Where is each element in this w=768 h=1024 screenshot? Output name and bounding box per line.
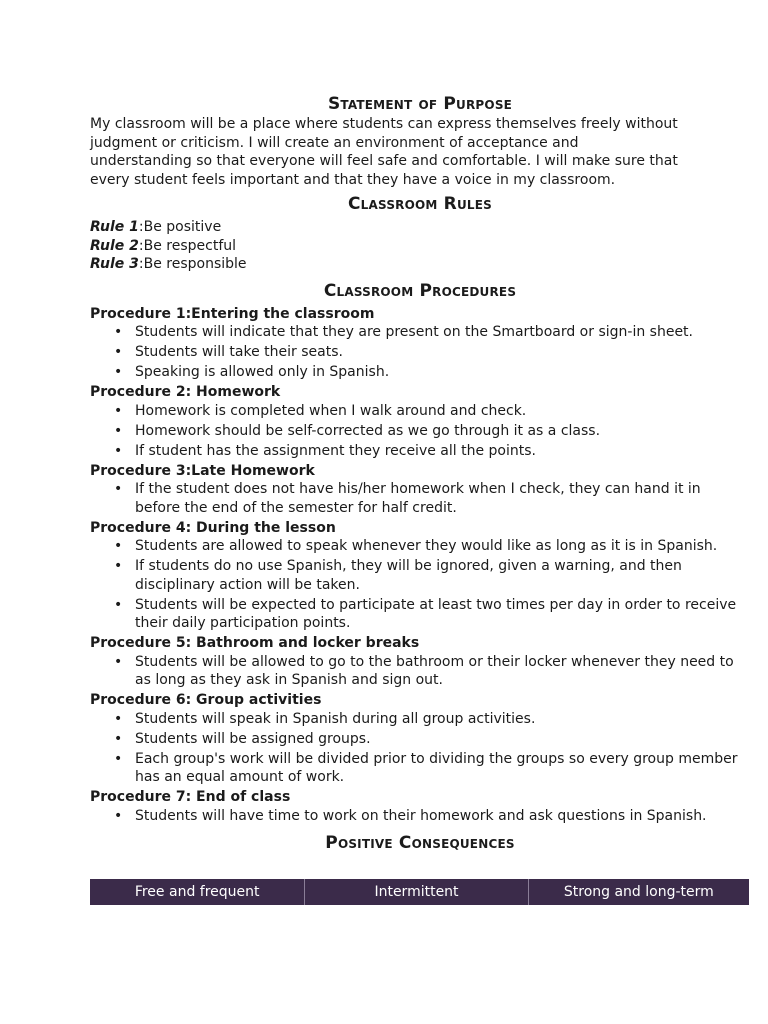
rule-1 bbox=[90, 218, 750, 237]
document-content bbox=[90, 93, 750, 854]
list-item: • Each group's work will be divided prior to dividing the groups so every group member has an equal amount of work. bbox=[90, 750, 750, 787]
procedure-4-list bbox=[90, 537, 750, 633]
table-header-cell: Free and frequent bbox=[90, 879, 305, 905]
procedure-3-list bbox=[90, 480, 750, 517]
procedure-5-title: Procedure 5: Bathroom and locker breaks bbox=[90, 635, 420, 651]
rule-text: :Be positive bbox=[138, 219, 222, 235]
rule-text: :Be respectful bbox=[138, 237, 237, 254]
list-item: • Students will be allowed to go to the bathroom or their locker whenever they need to as long as they ask in Spanish and sign out. bbox=[90, 653, 750, 690]
procedure-6-title: Procedure 6: Group activities bbox=[90, 692, 322, 708]
rule-text: :Be responsible bbox=[138, 256, 247, 272]
consequences-table-header bbox=[90, 879, 749, 905]
statement-text: My classroom will be a place where students can express themselves freely without judgment or criticism. I will create an environment of acceptance and understanding so that everyone will feel safe and comfortable. I will make sure that every student feels important and that they have a voice in my classroom. bbox=[90, 116, 678, 188]
procedure-1-list bbox=[90, 323, 750, 382]
list-item: • Students will speak in Spanish during all group activities. bbox=[90, 710, 750, 729]
rule-label: Rule 3 bbox=[90, 256, 139, 272]
list-item: • Students will indicate that they are present on the Smartboard or sign-in sheet. bbox=[90, 323, 750, 342]
rule-label: Rule 1 bbox=[90, 219, 139, 235]
procedure-7-list bbox=[90, 807, 750, 826]
rule-2 bbox=[90, 237, 750, 256]
procedure-6-list bbox=[90, 710, 750, 787]
rule-label: Rule 2 bbox=[90, 237, 139, 254]
procedures-title: Classroom Procedures bbox=[323, 280, 517, 301]
procedure-7-title: Procedure 7: End of class bbox=[90, 789, 291, 805]
list-item: • Students will take their seats. bbox=[90, 343, 750, 362]
procedure-2-title: Procedure 2: Homework bbox=[90, 384, 281, 400]
list-item: • If students do no use Spanish, they will be ignored, given a warning, and then disciplinary action will be taken. bbox=[90, 557, 750, 594]
rules-title: Classroom Rules bbox=[348, 194, 492, 214]
table-header-cell: Strong and long-term bbox=[563, 884, 714, 900]
list-item: • Speaking is allowed only in Spanish. bbox=[90, 363, 750, 382]
list-item: • Students are allowed to speak whenever they would like as long as it is in Spanish. bbox=[90, 537, 750, 556]
list-item: • Homework is completed when I walk around and check. bbox=[90, 402, 750, 421]
procedure-2-list bbox=[90, 402, 750, 461]
procedure-5-list bbox=[90, 653, 750, 690]
rule-3 bbox=[90, 255, 750, 274]
list-item: • Homework should be self-corrected as we go through it as a class. bbox=[90, 422, 750, 441]
list-item: • Students will be expected to participate at least two times per day in order to receive their daily participation points. bbox=[90, 596, 750, 633]
statement-title: Statement of Purpose bbox=[327, 94, 513, 114]
list-item: • Students will be assigned groups. bbox=[90, 730, 750, 749]
procedure-4-title: Procedure 4: During the lesson bbox=[90, 519, 336, 536]
list-item: • If student has the assignment they receive all the points. bbox=[90, 442, 750, 461]
list-item: • If the student does not have his/her homework when I check, they can hand it in before the end of the semester for half credit. bbox=[90, 480, 750, 517]
procedure-1-title: Procedure 1:Entering the classroom bbox=[90, 305, 375, 322]
table-header-cell: Intermittent bbox=[305, 879, 528, 905]
consequences-title: Positive Consequences bbox=[325, 833, 515, 853]
list-item: • Students will have time to work on their homework and ask questions in Spanish. bbox=[90, 807, 750, 826]
procedure-3-title: Procedure 3:Late Homework bbox=[90, 462, 315, 479]
